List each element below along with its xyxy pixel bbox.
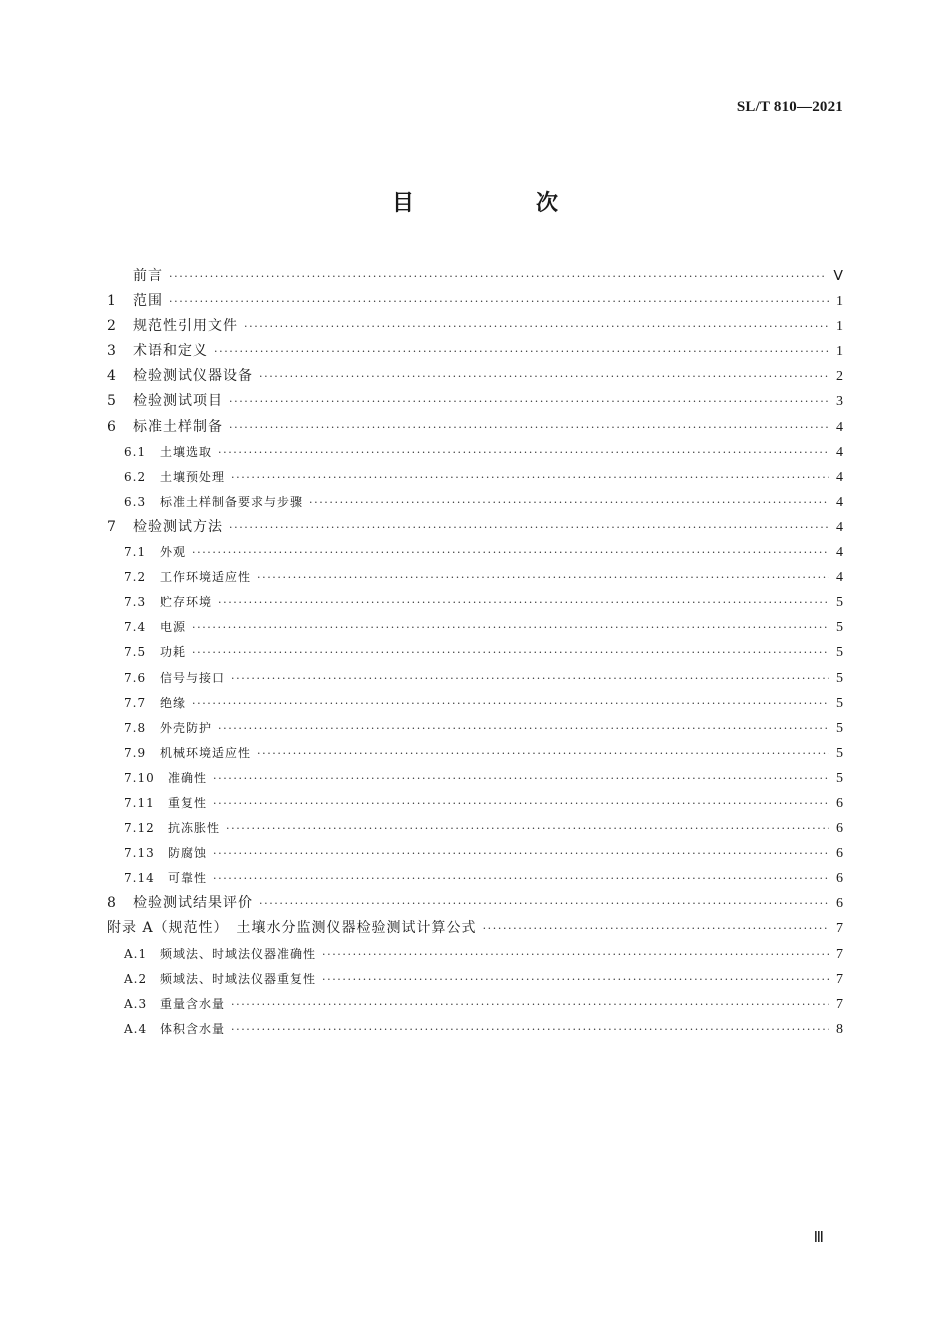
toc-entry[interactable]: [107, 465, 843, 490]
toc-entry-page: 4: [836, 494, 843, 510]
toc-entry-label: 贮存环境: [160, 595, 213, 610]
toc-entry-page: 7: [836, 946, 843, 962]
toc-entry-label: 绝缘: [160, 695, 187, 710]
toc-entry-label: 功耗: [160, 645, 187, 660]
toc-entry-label: 标准土样制备: [133, 418, 223, 435]
toc-entry[interactable]: [107, 640, 843, 665]
toc-entry-number: 7.9: [124, 745, 147, 760]
toc-entry-label: 频域法、时域法仪器准确性: [160, 946, 317, 961]
toc-entry-page: 6: [836, 821, 843, 837]
toc-entry[interactable]: [107, 415, 843, 440]
toc-entry-page: 6: [836, 846, 843, 862]
toc-entry-number: 3: [107, 343, 116, 360]
toc-entry-number: 7.13: [124, 846, 155, 861]
toc-entry-page: 4: [836, 519, 843, 535]
toc-entry-page: 1: [836, 319, 843, 335]
toc-entry-page: 5: [836, 620, 843, 636]
toc-entry[interactable]: [107, 841, 843, 866]
toc-entry[interactable]: [107, 967, 843, 992]
toc-entry-label: 频域法、时域法仪器重复性: [160, 971, 317, 986]
toc-entry[interactable]: [107, 440, 843, 465]
toc-entry[interactable]: [107, 992, 843, 1017]
toc-entry-label: 规范性引用文件: [133, 318, 238, 335]
toc-entry-label: 土壤预处理: [160, 469, 226, 484]
toc-entry-label: 重量含水量: [160, 996, 226, 1011]
toc-entry-label: 体积含水量: [160, 1021, 226, 1036]
toc-entry[interactable]: [107, 716, 843, 741]
toc-entry-label: 机械环境适应性: [160, 745, 252, 760]
toc-entry-page: 1: [836, 344, 843, 360]
toc-leader-dots: [213, 841, 829, 866]
toc-entry-number: 6: [107, 418, 116, 435]
toc-entry-page: 5: [836, 670, 843, 686]
toc-entry-number: 7.12: [124, 821, 155, 836]
toc-entry-number: A.1: [124, 946, 148, 961]
toc-entry-label: 外观: [160, 545, 187, 560]
toc-leader-dots: [322, 967, 829, 992]
toc-entry-label: 检验测试结果评价: [133, 895, 253, 912]
toc-entry-number: 7.6: [124, 670, 147, 685]
toc-entry[interactable]: [107, 891, 843, 916]
toc-entry[interactable]: [107, 816, 843, 841]
toc-entry-label: 标准土样制备要求与步骤: [160, 494, 304, 509]
toc-leader-dots: [213, 791, 829, 816]
toc-entry-page: 7: [836, 996, 843, 1012]
toc-entry[interactable]: [107, 766, 843, 791]
toc-entry[interactable]: [107, 565, 843, 590]
toc-leader-dots: [231, 666, 829, 691]
toc-entry-page: 5: [836, 695, 843, 711]
toc-entry-label: 附录 A（规范性） 土壤水分监测仪器检验测试计算公式: [107, 920, 477, 937]
toc-entry[interactable]: [107, 314, 843, 339]
toc-entry[interactable]: [107, 339, 843, 364]
toc-entry-number: 7.3: [124, 595, 147, 610]
toc-entry-label: 电源: [160, 620, 187, 635]
toc-entry-page: 4: [836, 444, 843, 460]
toc-entry-label: 检验测试仪器设备: [133, 368, 253, 385]
toc-leader-dots: [218, 590, 829, 615]
toc-entry-page: 5: [836, 595, 843, 611]
toc-entry-page: 6: [836, 871, 843, 887]
toc-entry-number: 5: [107, 393, 116, 410]
toc-entry-number: 6.3: [124, 494, 147, 509]
toc-entry-label: 防腐蚀: [168, 846, 208, 861]
toc-entry[interactable]: [107, 866, 843, 891]
toc-entry-page: Ⅴ: [833, 269, 843, 284]
toc-entry[interactable]: [107, 540, 843, 565]
toc-leader-dots: [218, 716, 829, 741]
toc-entry-page: 8: [836, 1021, 843, 1037]
toc-entry-number: 8: [107, 895, 116, 912]
toc-leader-dots: [229, 389, 829, 414]
toc-entry[interactable]: [107, 590, 843, 615]
toc-entry[interactable]: [107, 666, 843, 691]
standard-code: SL/T 810—2021: [736, 99, 843, 115]
toc-entry[interactable]: [107, 942, 843, 967]
toc-entry-number: 6.1: [124, 444, 147, 459]
toc-leader-dots: [309, 490, 829, 515]
toc-leader-dots: [214, 339, 829, 364]
toc-entry[interactable]: [107, 389, 843, 414]
toc-leader-dots: [231, 1017, 829, 1042]
toc-entry-number: 7.10: [124, 770, 155, 785]
toc-entry[interactable]: [107, 264, 843, 289]
toc-entry-page: 2: [836, 369, 843, 385]
toc-entry-page: 7: [836, 971, 843, 987]
toc-leader-dots: [229, 415, 829, 440]
toc-entry-page: 4: [836, 570, 843, 586]
toc-leader-dots: [231, 992, 829, 1017]
toc-leader-dots: [483, 916, 829, 941]
toc-entry-number: 7.7: [124, 695, 147, 710]
toc-entry-page: 5: [836, 745, 843, 761]
toc-entry[interactable]: [107, 791, 843, 816]
toc-leader-dots: [192, 640, 829, 665]
toc-entry-label: 重复性: [168, 795, 208, 810]
toc-entry-number: 7.5: [124, 645, 147, 660]
toc-entry-label: 准确性: [168, 770, 208, 785]
toc-entry-label: 工作环境适应性: [160, 570, 252, 585]
toc-entry-page: 5: [836, 720, 843, 736]
toc-entry-number: A.4: [124, 1021, 148, 1036]
toc-entry-number: 7.11: [124, 795, 155, 810]
toc-entry-number: 7.14: [124, 871, 155, 886]
toc-entry-label: 前言: [133, 268, 163, 284]
toc-entry-page: 5: [836, 770, 843, 786]
toc-leader-dots: [257, 741, 829, 766]
toc-entry[interactable]: [107, 741, 843, 766]
toc-entry-label: 土壤选取: [160, 444, 213, 459]
toc-leader-dots: [192, 691, 829, 716]
toc-leader-dots: [192, 540, 829, 565]
toc-entry[interactable]: [107, 1017, 843, 1042]
toc-leader-dots: [259, 891, 829, 916]
toc-entry[interactable]: [107, 615, 843, 640]
toc-entry[interactable]: [107, 490, 843, 515]
toc-entry-page: 4: [836, 419, 843, 435]
toc-entry[interactable]: [107, 691, 843, 716]
toc-leader-dots: [229, 515, 829, 540]
toc-entry-page: 5: [836, 645, 843, 661]
table-of-contents: [107, 264, 843, 1042]
toc-leader-dots: [169, 289, 829, 314]
toc-entry-label: 检验测试方法: [133, 518, 223, 535]
toc-entry-number: 4: [107, 368, 116, 385]
toc-leader-dots: [213, 866, 829, 891]
toc-entry-number: 7.8: [124, 720, 147, 735]
toc-entry-number: 6.2: [124, 469, 147, 484]
toc-entry-number: 7: [107, 518, 116, 535]
toc-leader-dots: [257, 565, 829, 590]
page-title: 目 次: [391, 191, 608, 216]
toc-entry-label: 术语和定义: [133, 343, 208, 360]
toc-leader-dots: [244, 314, 829, 339]
toc-leader-dots: [218, 440, 829, 465]
toc-entry-number: 7.2: [124, 570, 147, 585]
toc-entry[interactable]: [107, 289, 843, 314]
toc-entry-label: 信号与接口: [160, 670, 226, 685]
toc-entry-number: A.3: [124, 996, 148, 1011]
toc-entry-label: 检验测试项目: [133, 393, 223, 410]
page-number: Ⅲ: [813, 1230, 824, 1246]
toc-entry-page: 6: [836, 896, 843, 912]
toc-entry-number: A.2: [124, 971, 148, 986]
toc-leader-dots: [192, 615, 829, 640]
toc-leader-dots: [322, 942, 829, 967]
toc-entry-page: 3: [836, 394, 843, 410]
toc-entry-label: 范围: [133, 293, 163, 310]
toc-entry-label: 抗冻胀性: [168, 821, 221, 836]
toc-entry-number: 2: [107, 318, 116, 335]
toc-entry-page: 6: [836, 795, 843, 811]
toc-leader-dots: [226, 816, 829, 841]
toc-leader-dots: [213, 766, 829, 791]
toc-leader-dots: [169, 264, 827, 289]
toc-entry-number: 7.4: [124, 620, 147, 635]
toc-entry-number: 1: [107, 293, 116, 310]
toc-entry-number: 7.1: [124, 545, 147, 560]
toc-leader-dots: [231, 465, 829, 490]
toc-entry[interactable]: [107, 916, 843, 941]
toc-entry-label: 可靠性: [168, 871, 208, 886]
toc-entry[interactable]: [107, 515, 843, 540]
toc-leader-dots: [259, 364, 829, 389]
toc-entry[interactable]: [107, 364, 843, 389]
toc-entry-page: 4: [836, 545, 843, 561]
toc-entry-page: 1: [836, 294, 843, 310]
toc-entry-page: 7: [836, 921, 843, 937]
toc-entry-page: 4: [836, 469, 843, 485]
toc-entry-label: 外壳防护: [160, 720, 213, 735]
